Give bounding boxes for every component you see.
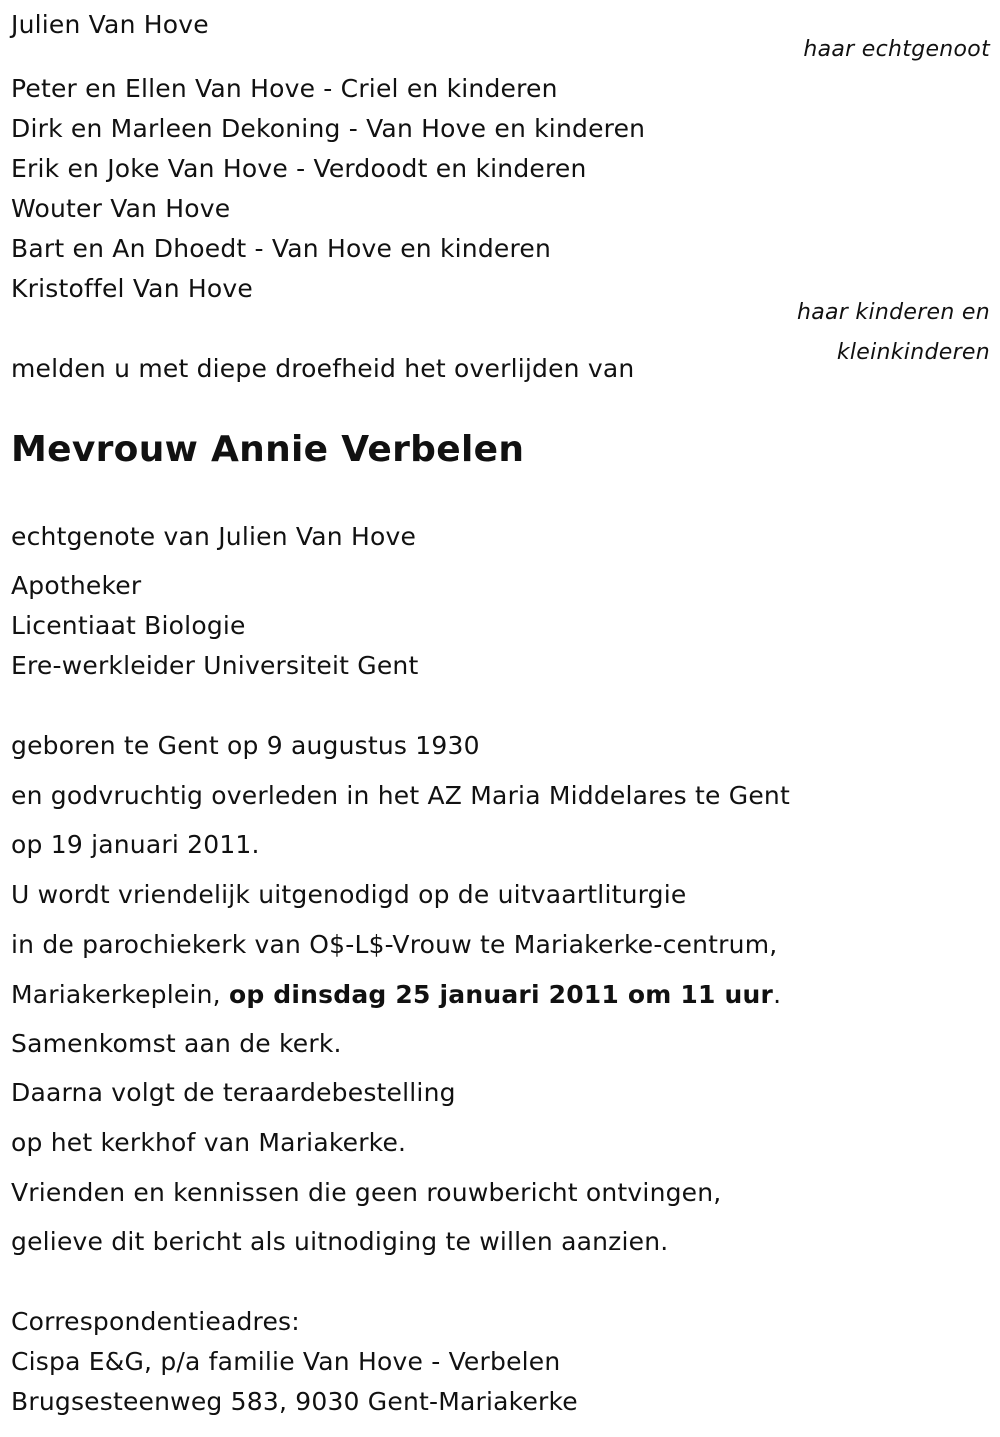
invite-line-3-place: Mariakerkeplein, — [11, 980, 229, 1009]
title-line-2: Licentiaat Biologie — [11, 611, 246, 640]
title-line-1: Apotheker — [11, 571, 142, 600]
invite-line-3 — [11, 980, 781, 1010]
died-line-2: op 19 januari 2011. — [11, 830, 260, 859]
born-line: geboren te Gent op 9 augustus 1930 — [11, 731, 480, 760]
announcement: melden u met diepe droefheid het overlijden van — [11, 354, 635, 383]
deceased-name: Mevrouw Annie Verbelen — [11, 429, 525, 470]
child-line-3: Erik en Joke Van Hove - Verdoodt en kinderen — [11, 154, 587, 183]
children-role-line-2: kleinkinderen — [836, 340, 990, 365]
child-line-1: Peter en Ellen Van Hove - Criel en kinderen — [11, 74, 558, 103]
died-line-1: en godvruchtig overleden in het AZ Maria Middelares te Gent — [11, 781, 790, 810]
title-line-3: Ere-werkleider Universiteit Gent — [11, 651, 419, 680]
correspondence-label: Correspondentieadres: — [11, 1307, 300, 1336]
invite-line-3-end: . — [773, 980, 782, 1009]
burial-line-2: op het kerkhof van Mariakerke. — [11, 1128, 407, 1157]
child-line-4: Wouter Van Hove — [11, 194, 231, 223]
invite-line-1: U wordt vriendelijk uitgenodigd op de uitvaartliturgie — [11, 880, 687, 909]
friends-line-1: Vrienden en kennissen die geen rouwbericht ontvingen, — [11, 1178, 722, 1207]
gathering-line: Samenkomst aan de kerk. — [11, 1029, 342, 1058]
burial-line-1: Daarna volgt de teraardebestelling — [11, 1078, 456, 1107]
child-line-6: Kristoffel Van Hove — [11, 274, 253, 303]
invite-line-2: in de parochiekerk van O$-L$-Vrouw te Mariakerke-centrum, — [11, 930, 778, 959]
spouse-of: echtgenote van Julien Van Hove — [11, 522, 417, 551]
correspondence-line-1: Cispa E&G, p/a familie Van Hove - Verbelen — [11, 1347, 561, 1376]
funeral-date: op dinsdag 25 januari 2011 om 11 uur — [228, 980, 774, 1009]
friends-line-2: gelieve dit bericht als uitnodiging te willen aanzien. — [11, 1227, 669, 1256]
spouse-name: Julien Van Hove — [11, 10, 209, 39]
children-role-line-1: haar kinderen en — [796, 300, 990, 325]
spouse-role: haar echtgenoot — [803, 37, 990, 62]
child-line-2: Dirk en Marleen Dekoning - Van Hove en kinderen — [11, 114, 646, 143]
correspondence-line-2: Brugsesteenweg 583, 9030 Gent-Mariakerke — [11, 1387, 578, 1416]
child-line-5: Bart en An Dhoedt - Van Hove en kinderen — [11, 234, 552, 263]
